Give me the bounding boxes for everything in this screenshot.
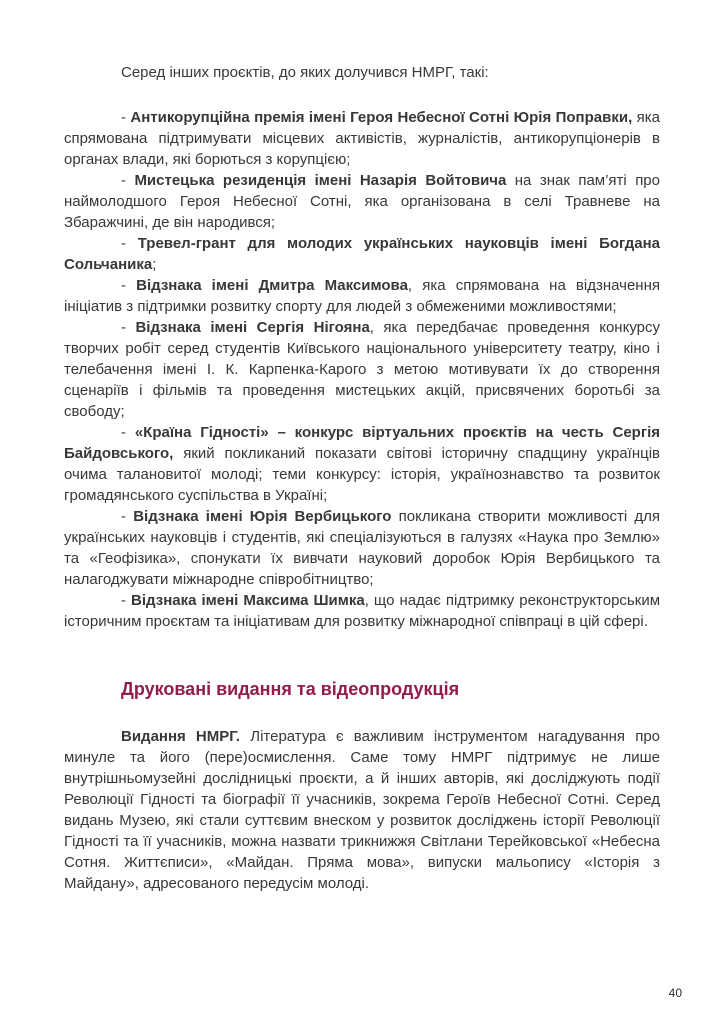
list-item-title: Тревел-грант для молодих українських науковців імені Богдана Сольчаника [64,235,660,273]
list-item-title: Відзнака імені Юрія Вербицького [133,508,392,525]
list-item [64,590,660,632]
list-item [64,422,660,506]
list-item-title: Відзнака імені Сергія Нігояна [135,319,370,336]
page-content [64,62,660,894]
list-item-title: Відзнака імені Дмитра Максимова [136,277,408,294]
list-dash: - [121,235,138,252]
list-item [64,317,660,422]
list-item-title: Антикорупційна премія імені Героя Небесної Сотні Юрія Поправки, [130,109,633,126]
closing-paragraph [64,726,660,894]
list-item-text: , що надає підтримку реконструкторським історичним проєктам та ініціативам для розвитку міжнародної співпраці в цій сфері. [64,592,661,630]
list-dash: - [121,109,131,126]
intro-text: Серед інших проєктів, до яких долучився НМРГ, такі: [121,64,489,81]
list-dash: - [121,319,136,336]
section-heading: Друковані видання та відеопродукція [121,679,460,699]
list-item-title: «Країна Гідності» – конкурс віртуальних проєктів на честь Сергія Байдовського, [64,424,660,462]
list-item-text: , яка передбачає проведення конкурсу творчих робіт серед студентів Київського національного університету театру, кіно і телебачення імені І. К. Карпенка-Карого з метою мотивувати їх до створення сценаріїв і фільмів та проведення мистецьких акцій, присвячених боротьбі за свободу; [64,319,660,420]
list-item-text: яка спрямована підтримувати місцевих активістів, журналістів, антикорупціонерів в органах влади, які борються з корупцією; [64,109,660,168]
list-dash: - [121,592,132,609]
closing-paragraph-lead: Видання НМРГ. [121,728,241,745]
list-dash: - [121,277,137,294]
list-item [64,506,660,590]
closing-paragraph-text: Література є важливим інструментом нагадування про минуле та його (пере)осмислення. Саме тому НМРГ підтримує не лише внутрішньомузейні дослідницькі проєкти, а й інших авторів, які досліджують події Революції Гідності та біографії її учасників, зокрема Героїв Небесної Сотні. Серед видань Музею, які стали суттєвим внеском у розвиток досліджень історії Революції Гідності та її учасників, можна назвати трикнижжя Світлани Терейковської «Небесна Сотня. Життєписи», «Майдан. Пряма мова», випуски мальопису «Історія з Майдану», адресованого передусім молоді. [64,728,661,892]
list-item-text: , яка спрямована на відзначення ініціатив з підтримки розвитку спорту для людей з обмеженими можливостями; [64,277,660,315]
list-item [64,107,660,170]
list-dash: - [121,424,135,441]
list-item-title: Мистецька резиденція імені Назарія Войтовича [134,172,507,189]
list-item-text: на знак пам’яті про наймолодшого Героя Небесної Сотні, яка організована в селі Травневе на Збаражчині, де він народився; [64,172,660,231]
list-dash: - [121,172,135,189]
intro-paragraph [64,62,660,83]
list-item [64,170,660,233]
list-item [64,275,660,317]
list-item-text: ; [152,256,157,273]
list-item [64,233,660,275]
list-item-text: який покликаний показати світові історичну спадщину українців очима талановитої молоді; теми конкурсу: історія, українознавство та розвиток громадянського суспільства в Україні; [64,445,660,504]
list-dash: - [121,508,134,525]
list-item-title: Відзнака імені Максима Шимка [131,592,365,609]
page-number: 40 [668,986,682,1000]
list-item-text: покликана створити можливості для українських науковців і студентів, які спеціалізуються в галузях «Наука про Землю» та «Геофізика», спонукати їх вивчати науковий доробок Юрія Вербицького та налагоджувати міжнародне співробітництво; [64,508,660,588]
